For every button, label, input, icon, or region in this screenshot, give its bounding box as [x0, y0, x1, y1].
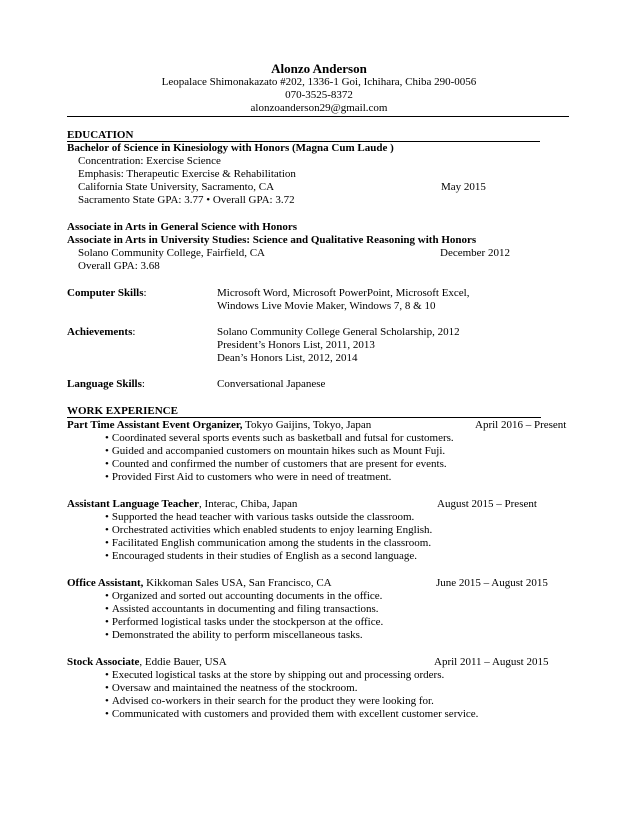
job-date: August 2015 – Present — [437, 498, 537, 510]
job-bullet: • Orchestrated activities which enabled students to enjoy learning English. — [105, 524, 432, 537]
job-bullet: • Facilitated English communication among the students in the classroom. — [105, 537, 431, 550]
candidate-name: Alonzo Anderson — [271, 61, 367, 76]
job-bullet: • Demonstrated the ability to perform miscellaneous tasks. — [105, 629, 363, 642]
job-org: Tokyo Gaijins, Tokyo, Japan — [242, 419, 372, 431]
job-title: Stock Associate — [67, 656, 140, 668]
degree-line: Sacramento State GPA: 3.77 • Overall GPA: 3.72 — [78, 194, 295, 206]
header-divider — [67, 116, 569, 117]
job-bullet: • Guided and accompanied customers on mountain hikes such as Mount Fuji. — [105, 445, 445, 458]
degree-gpa: Overall GPA: 3.68 — [78, 260, 160, 272]
job-org: Kikkoman Sales USA, San Francisco, CA — [143, 577, 332, 589]
computer-skills-colon: : — [143, 287, 147, 299]
job-bullet: • Oversaw and maintained the neatness of the stockroom. — [105, 682, 357, 695]
work-underline — [67, 417, 541, 418]
degree-associate-science: Associate in Arts in General Science with Honors — [67, 221, 298, 233]
job-bullet: • Coordinated several sports events such as basketball and futsal for customers. — [105, 432, 454, 445]
job-bullet: • Communicated with customers and provided them with excellent customer service. — [105, 708, 478, 721]
job-bullet: • Counted and confirmed the number of customers that are present for events. — [105, 458, 447, 471]
language-skills-label — [67, 378, 145, 391]
address: Leopalace Shimonakazato #202, 1336-1 Goi, Ichihara, Chiba 290-0056 — [161, 76, 477, 88]
job-title-line — [67, 656, 227, 669]
job-date: April 2011 – August 2015 — [434, 656, 549, 668]
job-title: Part Time Assistant Event Organizer, — [67, 419, 243, 431]
achievements-colon: : — [132, 326, 136, 338]
job-title-line — [67, 577, 332, 590]
job-bullet: • Encouraged students in their studies of English as a second language. — [105, 550, 417, 563]
job-bullet: • Executed logistical tasks at the store by shipping out and processing orders. — [105, 669, 444, 682]
computer-skills-label — [67, 287, 147, 300]
education-heading: EDUCATION — [67, 129, 134, 141]
achievement-item: President’s Honors List, 2011, 2013 — [217, 339, 375, 351]
degree-line: Concentration: Exercise Science — [78, 155, 221, 167]
computer-skills-line: Windows Live Movie Maker, Windows 7, 8 & 10 — [217, 300, 436, 312]
job-title: Assistant Language Teacher — [67, 498, 200, 510]
job-date: June 2015 – August 2015 — [436, 577, 548, 589]
achievement-item: Dean’s Honors List, 2012, 2014 — [217, 352, 358, 364]
job-bullet: • Performed logistical tasks under the stockperson at the office. — [105, 616, 383, 629]
work-heading: WORK EXPERIENCE — [67, 405, 178, 417]
achievements-label-text: Achievements — [67, 326, 133, 338]
degree-date: May 2015 — [441, 181, 486, 193]
job-org: , Eddie Bauer, USA — [139, 656, 227, 668]
degree-line: Emphasis: Therapeutic Exercise & Rehabilitation — [78, 168, 296, 180]
degree-date: December 2012 — [440, 247, 510, 259]
job-bullet: • Provided First Aid to customers who were in need of treatment. — [105, 471, 391, 484]
computer-skills-label-text: Computer Skills — [67, 287, 144, 299]
job-title: Office Assistant, — [67, 577, 144, 589]
language-skills-value: Conversational Japanese — [217, 378, 326, 390]
degree-school: Solano Community College, Fairfield, CA — [78, 247, 265, 259]
achievement-item: Solano Community College General Scholarship, 2012 — [217, 326, 460, 338]
achievements-label — [67, 326, 135, 339]
job-org: , Interac, Chiba, Japan — [199, 498, 298, 510]
job-date: April 2016 – Present — [475, 419, 567, 431]
computer-skills-line: Microsoft Word, Microsoft PowerPoint, Microsoft Excel, — [217, 287, 470, 299]
job-bullet: • Organized and sorted out accounting documents in the office. — [105, 590, 382, 603]
job-title-line — [67, 419, 371, 432]
language-skills-label-text: Language Skills — [67, 378, 142, 390]
degree-associate-studies: Associate in Arts in University Studies: Science and Qualitative Reasoning with Honors — [67, 234, 477, 246]
job-title-line — [67, 498, 297, 511]
job-bullet: • Supported the head teacher with various tasks outside the classroom. — [105, 511, 414, 524]
language-skills-colon: : — [141, 378, 145, 390]
degree-line: California State University, Sacramento, CA — [78, 181, 275, 193]
job-bullet: • Advised co-workers in their search for the product they were looking for. — [105, 695, 434, 708]
phone: 070-3525-8372 — [285, 89, 353, 101]
email[interactable]: alonzoanderson29@gmail.com — [250, 102, 388, 114]
job-bullet: • Assisted accountants in documenting and filing transactions. — [105, 603, 379, 616]
degree-bachelor: Bachelor of Science in Kinesiology with Honors (Magna Cum Laude ) — [67, 142, 394, 154]
